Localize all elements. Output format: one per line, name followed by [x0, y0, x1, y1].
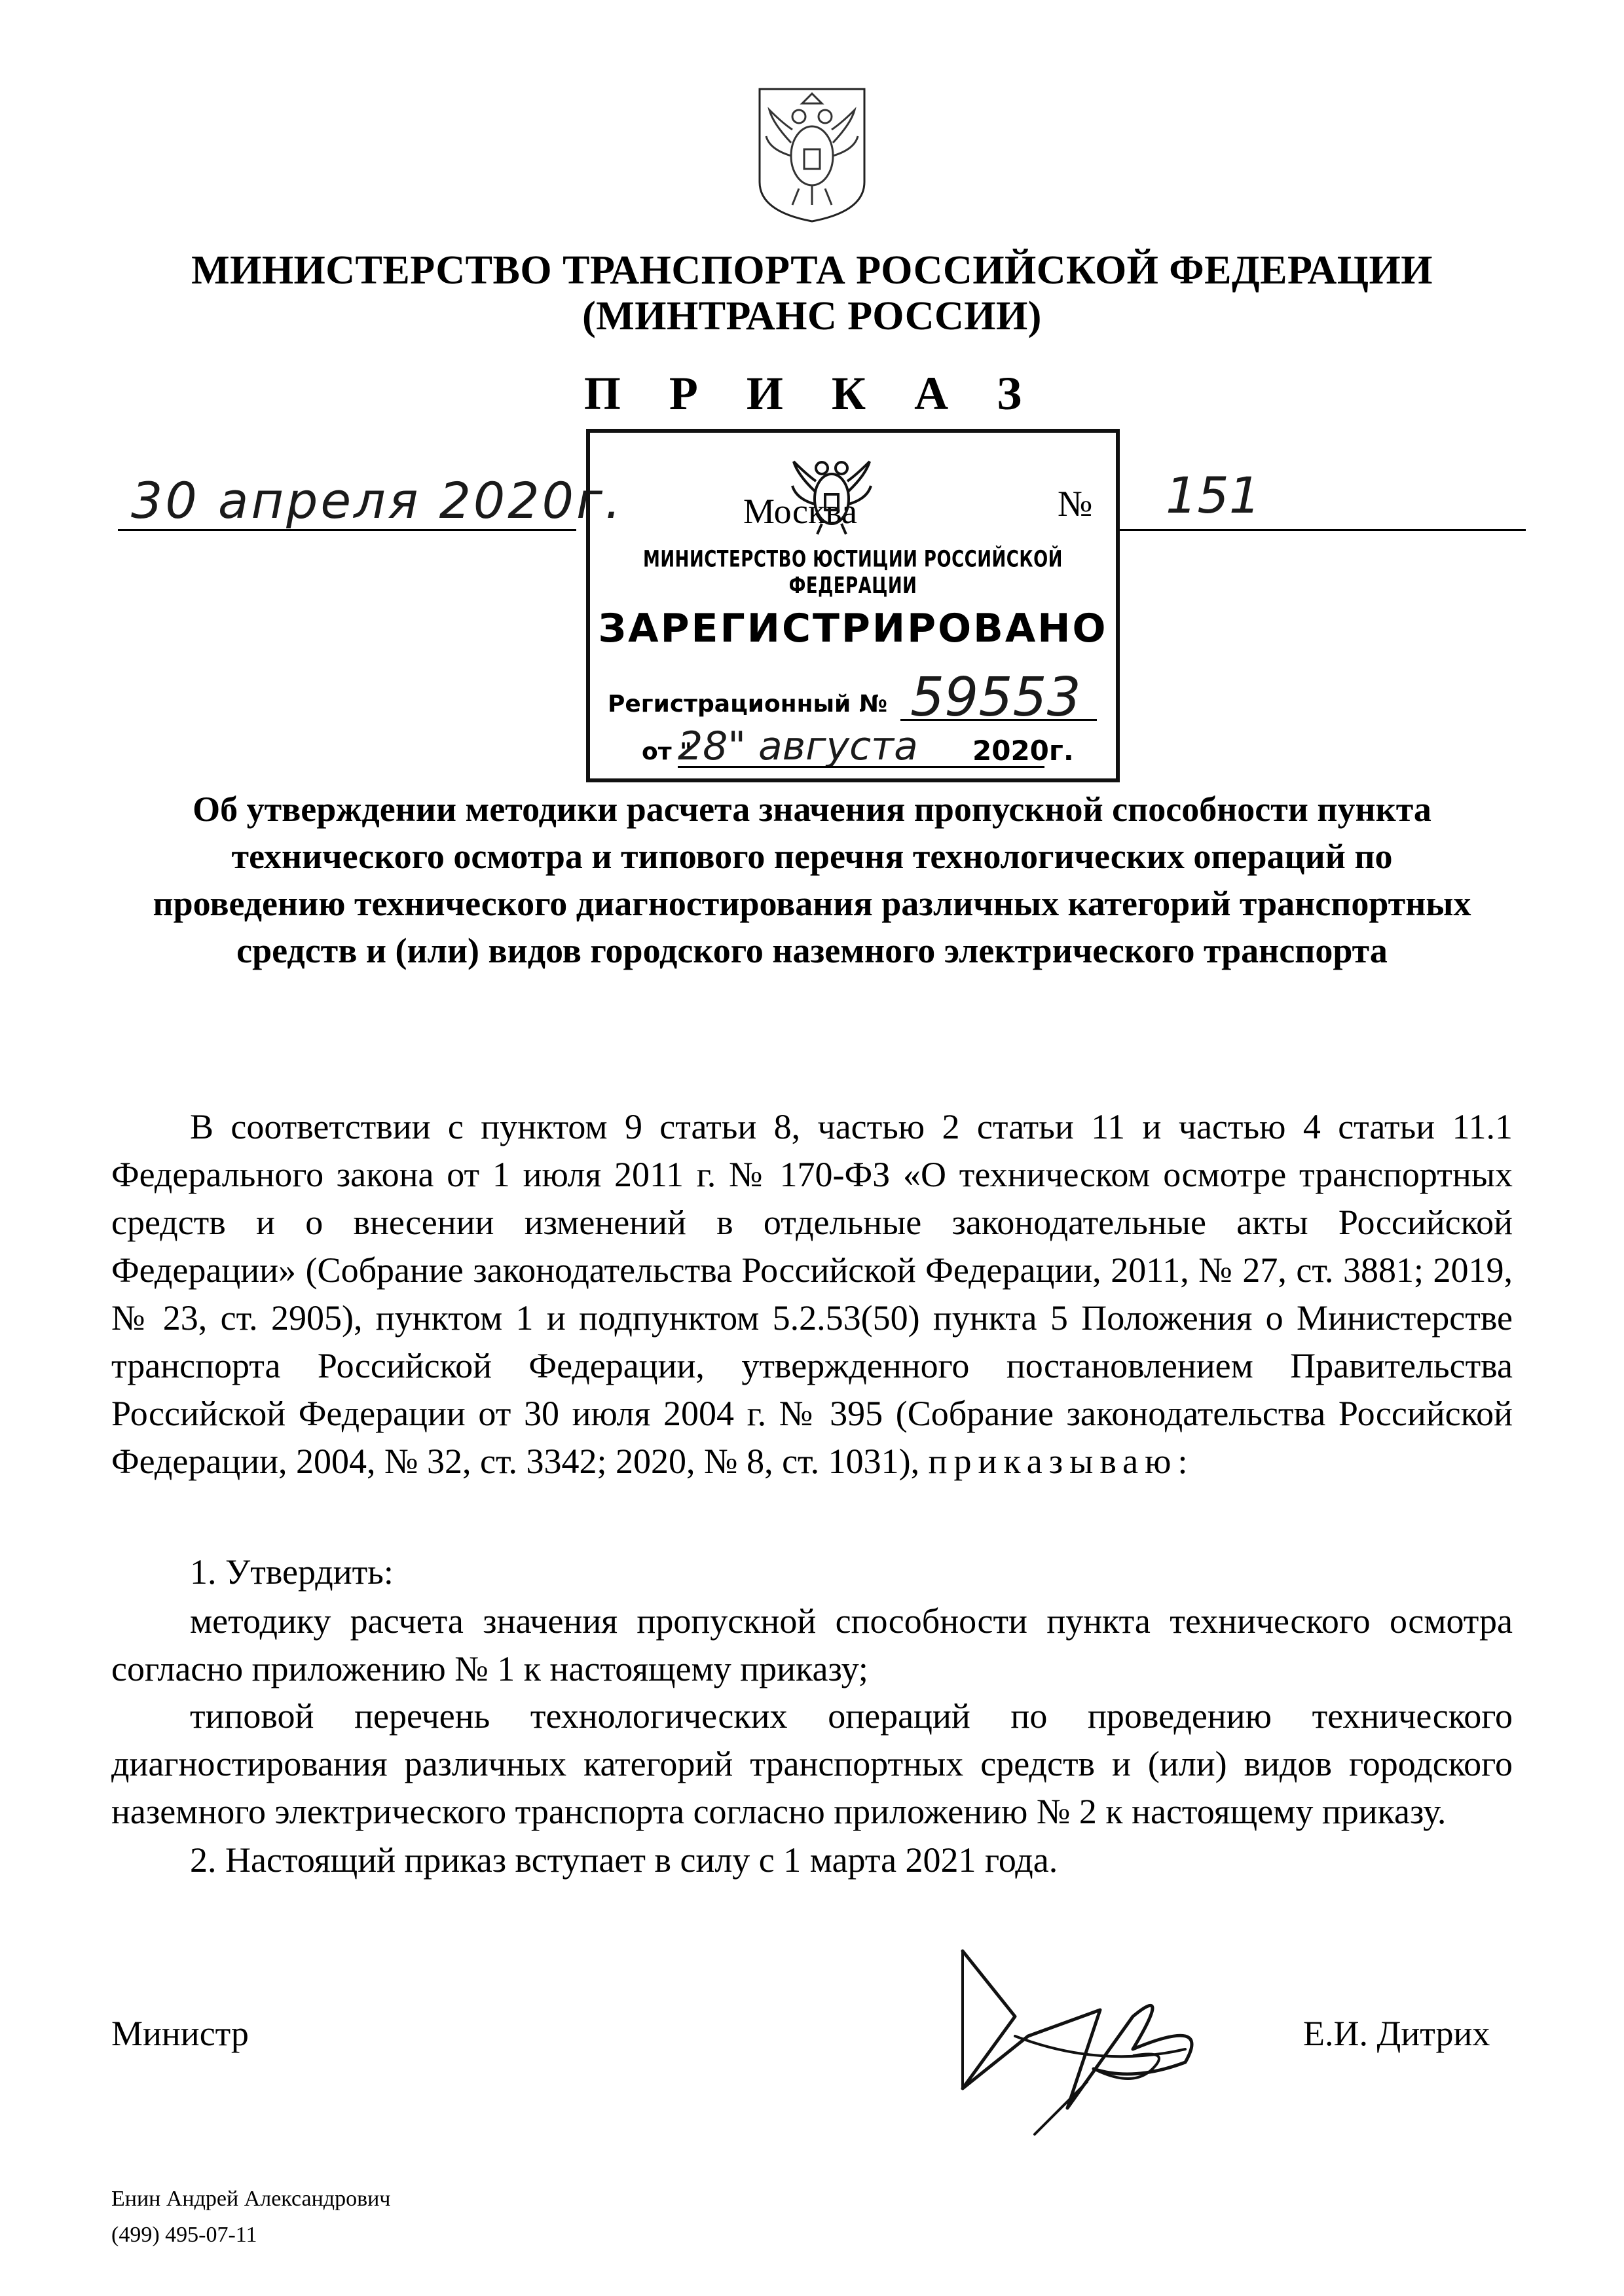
stamp-registered-label: ЗАРЕГИСТРИРОВАНО: [598, 606, 1108, 651]
item-1-methodology: методику расчета значения пропускной способности пункта технического осмотра согласно приложению № 1 к настоящему приказу;: [111, 1601, 1513, 1688]
document-title: Об утверждении методики расчета значения пропускной способности пункта технического осмотра и типового перечня технологических операций по проведению технического диагностирования различных категорий транспортных средств и (или) видов городского наземного электрического транспорта: [153, 790, 1471, 970]
ministry-abbreviation: (МИНТРАНС РОССИИ): [582, 294, 1042, 338]
document-type: П Р И К А З: [583, 367, 1041, 420]
document-date: 30 апреля 2020г.: [131, 471, 624, 530]
preamble-text: В соответствии с пунктом 9 статьи 8, частью 2 статьи 11 и частью 4 статьи 11.1 Федерального закона от 1 июля 2011 г. № 170-ФЗ «О техническом осмотре транспортных средств и о внесении изменений в отдельные законодательные акты Российской Федерации» (Собрание законодательства Российской Федерации, 2011, № 27, ст. 3881; 2019, № 23, ст. 2905), пунктом 1 и подпунктом 5.2.53(50) пункта 5 Положения о Министерстве транспорта Российской Федерации, утвержденного постановлением Правительства Российской Федерации от 30 июля 2004 г. № 395 (Собрание законодательства Российской Федерации, 2004, № 32, ст. 3342; 2020, № 8, ст. 1031),: [111, 1107, 1513, 1481]
stamp-date: 28" августа: [678, 723, 918, 769]
document-city: Москва: [743, 492, 857, 531]
coat-of-arms-icon: [753, 84, 871, 225]
number-sign: №: [1058, 484, 1093, 524]
stamp-emblem-icon: [786, 452, 877, 537]
item-2-effective-date: 2. Настоящий приказ вступает в силу с 1 марта 2021 года.: [190, 1840, 1058, 1880]
stamp-date-label: от ": [642, 738, 692, 765]
stamp-regnum-underline: [900, 719, 1097, 721]
stamp-date-underline: [678, 766, 1044, 768]
handwritten-signature: [936, 1938, 1277, 2154]
stamp-registration-number-label: Регистрационный №: [608, 691, 888, 718]
executor-name: Енин Андрей Александрович: [111, 2187, 391, 2211]
stamp-registration-number: 59553: [910, 666, 1081, 729]
executor-phone: (499) 495-07-11: [111, 2223, 257, 2247]
ministry-name: МИНИСТЕРСТВО ТРАНСПОРТА РОССИЙСКОЙ ФЕДЕРАЦИИ: [191, 248, 1433, 293]
stamp-ministry-name: МИНИСТЕРСТВО ЮСТИЦИИ РОССИЙСКОЙ ФЕДЕРАЦИИ: [643, 546, 1063, 600]
preamble-paragraph: [111, 1103, 1513, 1485]
item-1-operations-list: типовой перечень технологических операций по проведению технического диагностирования различных категорий транспортных средств и (или) видов городского наземного электрического транспорта согласно приложению № 2 к настоящему приказу.: [111, 1696, 1513, 1831]
signer-position: Министр: [111, 2014, 249, 2053]
number-underline: [1120, 529, 1526, 531]
stamp-year: 2020г.: [972, 735, 1074, 767]
order-word: приказываю:: [928, 1442, 1194, 1481]
signer-name: Е.И. Дитрих: [1303, 2014, 1490, 2053]
document-number: 151: [1166, 466, 1261, 524]
date-underline: [118, 529, 576, 531]
item-1-heading: 1. Утвердить:: [190, 1552, 394, 1592]
